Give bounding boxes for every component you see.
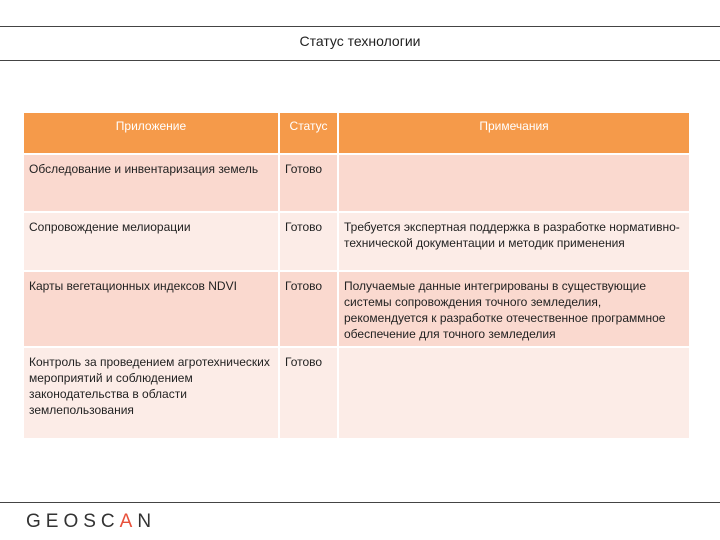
geoscan-logo bbox=[26, 511, 156, 533]
cell-app: Карты вегетационных индексов NDVI bbox=[24, 271, 279, 347]
logo-accent: A bbox=[119, 511, 138, 532]
header-status: Статус bbox=[279, 113, 338, 154]
cell-note: Получаемые данные интегрированы в существующие системы сопровождения точного земледелия, рекомендуется к разработке отечественное программное обеспечение для точного земледелия bbox=[338, 271, 690, 347]
cell-app: Контроль за проведением агротехнических мероприятий и соблюдением законодательства в области землепользования bbox=[24, 347, 279, 438]
cell-status: Готово bbox=[279, 154, 338, 212]
cell-app: Обследование и инвентаризация земель bbox=[24, 154, 279, 212]
header-app: Приложение bbox=[24, 113, 279, 154]
page-title: Статус технологии bbox=[299, 33, 421, 49]
cell-status: Готово bbox=[279, 347, 338, 438]
table-row bbox=[24, 212, 690, 271]
title-divider bbox=[0, 60, 720, 61]
header-notes: Примечания bbox=[338, 113, 690, 154]
cell-app: Сопровождение мелиорации bbox=[24, 212, 279, 271]
table-row bbox=[24, 154, 690, 212]
footer-divider bbox=[0, 502, 720, 503]
cell-status: Готово bbox=[279, 212, 338, 271]
logo-text: GEOSC bbox=[26, 511, 120, 532]
table-header bbox=[24, 113, 690, 154]
top-divider bbox=[0, 26, 720, 27]
cell-note: Требуется экспертная поддержка в разработке нормативно-технической документации и методик применения bbox=[338, 212, 690, 271]
cell-note bbox=[338, 347, 690, 438]
cell-note bbox=[338, 154, 690, 212]
table-row bbox=[24, 271, 690, 347]
status-table bbox=[24, 113, 691, 438]
cell-status: Готово bbox=[279, 271, 338, 347]
table-row bbox=[24, 347, 690, 438]
logo-text-end: N bbox=[137, 511, 157, 532]
